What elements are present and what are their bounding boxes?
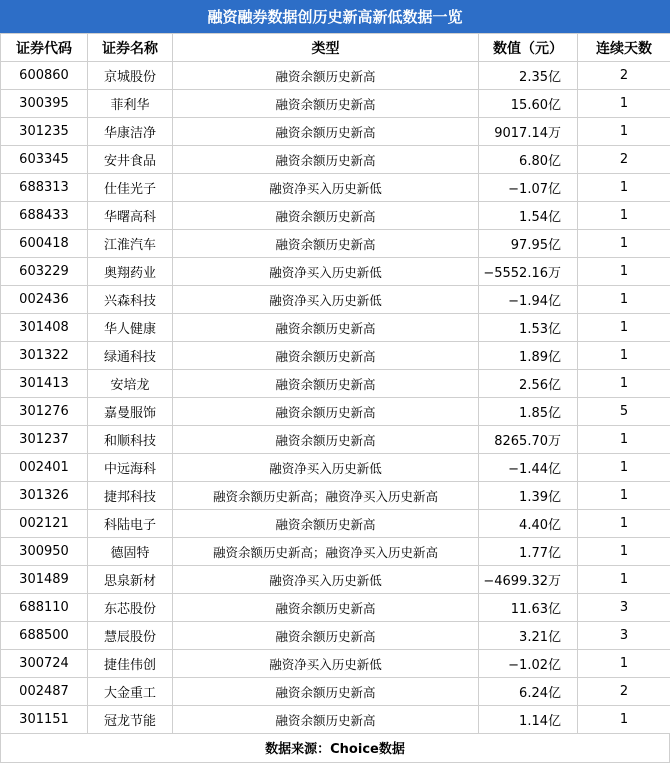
cell-days: 2 — [578, 678, 670, 706]
cell-value: 3.21亿 — [479, 622, 578, 650]
cell-code: 300395 — [1, 90, 88, 118]
table-row — [1, 706, 670, 734]
cell-name: 嘉曼服饰 — [88, 398, 173, 426]
cell-value: 4.40亿 — [479, 510, 578, 538]
table-row — [1, 146, 670, 174]
cell-type: 融资净买入历史新低 — [173, 454, 479, 482]
cell-code: 688433 — [1, 202, 88, 230]
cell-code: 600860 — [1, 62, 88, 90]
cell-days: 1 — [578, 510, 670, 538]
cell-days: 1 — [578, 230, 670, 258]
cell-name: 绿通科技 — [88, 342, 173, 370]
cell-code: 301489 — [1, 566, 88, 594]
cell-name: 德固特 — [88, 538, 173, 566]
cell-days: 1 — [578, 426, 670, 454]
table-row — [1, 482, 670, 510]
cell-name: 京城股份 — [88, 62, 173, 90]
table-row — [1, 454, 670, 482]
cell-type: 融资余额历史新高 — [173, 146, 479, 174]
cell-code: 603229 — [1, 258, 88, 286]
cell-days: 1 — [578, 454, 670, 482]
cell-days: 1 — [578, 202, 670, 230]
table-row — [1, 398, 670, 426]
cell-name: 思泉新材 — [88, 566, 173, 594]
table-row — [1, 230, 670, 258]
cell-code: 301408 — [1, 314, 88, 342]
cell-value: 6.80亿 — [479, 146, 578, 174]
cell-value: 11.63亿 — [479, 594, 578, 622]
cell-type: 融资余额历史新高 — [173, 426, 479, 454]
data-table — [0, 33, 670, 734]
cell-days: 1 — [578, 286, 670, 314]
cell-days: 2 — [578, 146, 670, 174]
cell-name: 安培龙 — [88, 370, 173, 398]
cell-name: 兴森科技 — [88, 286, 173, 314]
cell-code: 688500 — [1, 622, 88, 650]
cell-type: 融资余额历史新高 — [173, 314, 479, 342]
cell-name: 科陆电子 — [88, 510, 173, 538]
cell-type: 融资余额历史新高；融资净买入历史新高 — [173, 538, 479, 566]
cell-days: 1 — [578, 342, 670, 370]
table-row — [1, 510, 670, 538]
cell-value: 1.53亿 — [479, 314, 578, 342]
cell-days: 1 — [578, 566, 670, 594]
cell-type: 融资余额历史新高 — [173, 202, 479, 230]
cell-name: 仕佳光子 — [88, 174, 173, 202]
table-body — [1, 62, 670, 734]
cell-code: 300950 — [1, 538, 88, 566]
cell-code: 301326 — [1, 482, 88, 510]
cell-value: −1.94亿 — [479, 286, 578, 314]
cell-code: 002487 — [1, 678, 88, 706]
cell-code: 300724 — [1, 650, 88, 678]
cell-value: 6.24亿 — [479, 678, 578, 706]
header-row — [1, 34, 670, 62]
cell-value: 1.89亿 — [479, 342, 578, 370]
cell-value: 8265.70万 — [479, 426, 578, 454]
cell-type: 融资净买入历史新低 — [173, 566, 479, 594]
cell-days: 1 — [578, 314, 670, 342]
cell-type: 融资余额历史新高 — [173, 118, 479, 146]
cell-code: 301276 — [1, 398, 88, 426]
cell-type: 融资余额历史新高 — [173, 594, 479, 622]
cell-code: 301413 — [1, 370, 88, 398]
table-row — [1, 202, 670, 230]
cell-type: 融资余额历史新高 — [173, 706, 479, 734]
header-type: 类型 — [173, 34, 479, 62]
cell-value: 2.35亿 — [479, 62, 578, 90]
cell-name: 慧辰股份 — [88, 622, 173, 650]
cell-name: 捷佳伟创 — [88, 650, 173, 678]
table-row — [1, 90, 670, 118]
cell-value: −1.02亿 — [479, 650, 578, 678]
cell-code: 600418 — [1, 230, 88, 258]
cell-type: 融资余额历史新高 — [173, 342, 479, 370]
cell-value: −5552.16万 — [479, 258, 578, 286]
cell-days: 3 — [578, 594, 670, 622]
cell-name: 奥翔药业 — [88, 258, 173, 286]
cell-code: 688110 — [1, 594, 88, 622]
cell-code: 301237 — [1, 426, 88, 454]
cell-value: 1.85亿 — [479, 398, 578, 426]
cell-type: 融资净买入历史新低 — [173, 286, 479, 314]
cell-type: 融资余额历史新高 — [173, 230, 479, 258]
table-row — [1, 622, 670, 650]
cell-days: 1 — [578, 90, 670, 118]
cell-value: 1.77亿 — [479, 538, 578, 566]
table-row — [1, 426, 670, 454]
cell-value: −1.07亿 — [479, 174, 578, 202]
cell-code: 688313 — [1, 174, 88, 202]
cell-days: 1 — [578, 650, 670, 678]
cell-days: 1 — [578, 538, 670, 566]
cell-value: −1.44亿 — [479, 454, 578, 482]
cell-code: 002121 — [1, 510, 88, 538]
cell-code: 301235 — [1, 118, 88, 146]
cell-code: 301322 — [1, 342, 88, 370]
cell-value: 15.60亿 — [479, 90, 578, 118]
cell-type: 融资余额历史新高 — [173, 62, 479, 90]
cell-value: 1.14亿 — [479, 706, 578, 734]
cell-type: 融资余额历史新高 — [173, 622, 479, 650]
table-row — [1, 314, 670, 342]
cell-code: 603345 — [1, 146, 88, 174]
cell-days: 3 — [578, 622, 670, 650]
cell-days: 1 — [578, 174, 670, 202]
header-code: 证券代码 — [1, 34, 88, 62]
cell-value: 2.56亿 — [479, 370, 578, 398]
cell-name: 大金重工 — [88, 678, 173, 706]
cell-days: 1 — [578, 118, 670, 146]
data-source-footer: 数据来源：Choice数据 — [0, 733, 670, 763]
cell-name: 冠龙节能 — [88, 706, 173, 734]
cell-type: 融资净买入历史新低 — [173, 174, 479, 202]
cell-name: 捷邦科技 — [88, 482, 173, 510]
cell-code: 002401 — [1, 454, 88, 482]
cell-value: 97.95亿 — [479, 230, 578, 258]
cell-name: 中远海科 — [88, 454, 173, 482]
cell-type: 融资余额历史新高；融资净买入历史新高 — [173, 482, 479, 510]
cell-type: 融资净买入历史新低 — [173, 650, 479, 678]
table-row — [1, 286, 670, 314]
table-row — [1, 566, 670, 594]
header-value: 数值（元） — [479, 34, 578, 62]
cell-days: 1 — [578, 706, 670, 734]
cell-code: 002436 — [1, 286, 88, 314]
cell-code: 301151 — [1, 706, 88, 734]
table-row — [1, 62, 670, 90]
cell-name: 和顺科技 — [88, 426, 173, 454]
cell-type: 融资余额历史新高 — [173, 678, 479, 706]
table-row — [1, 538, 670, 566]
table-row — [1, 118, 670, 146]
table-title: 融资融券数据创历史新高新低数据一览 — [0, 0, 670, 33]
table-row — [1, 370, 670, 398]
cell-days: 1 — [578, 482, 670, 510]
table-row — [1, 342, 670, 370]
table-row — [1, 174, 670, 202]
cell-name: 华曙高科 — [88, 202, 173, 230]
cell-days: 5 — [578, 398, 670, 426]
cell-value: 9017.14万 — [479, 118, 578, 146]
cell-value: 1.39亿 — [479, 482, 578, 510]
cell-type: 融资余额历史新高 — [173, 510, 479, 538]
cell-days: 1 — [578, 370, 670, 398]
cell-name: 华康洁净 — [88, 118, 173, 146]
cell-name: 江淮汽车 — [88, 230, 173, 258]
cell-name: 东芯股份 — [88, 594, 173, 622]
cell-type: 融资余额历史新高 — [173, 398, 479, 426]
cell-value: 1.54亿 — [479, 202, 578, 230]
header-name: 证券名称 — [88, 34, 173, 62]
cell-days: 1 — [578, 258, 670, 286]
header-days: 连续天数 — [578, 34, 670, 62]
cell-value: −4699.32万 — [479, 566, 578, 594]
table-row — [1, 678, 670, 706]
cell-days: 2 — [578, 62, 670, 90]
table-row — [1, 258, 670, 286]
cell-type: 融资净买入历史新低 — [173, 258, 479, 286]
cell-name: 安井食品 — [88, 146, 173, 174]
cell-name: 菲利华 — [88, 90, 173, 118]
cell-type: 融资余额历史新高 — [173, 370, 479, 398]
cell-type: 融资余额历史新高 — [173, 90, 479, 118]
table-row — [1, 650, 670, 678]
table-row — [1, 594, 670, 622]
cell-name: 华人健康 — [88, 314, 173, 342]
